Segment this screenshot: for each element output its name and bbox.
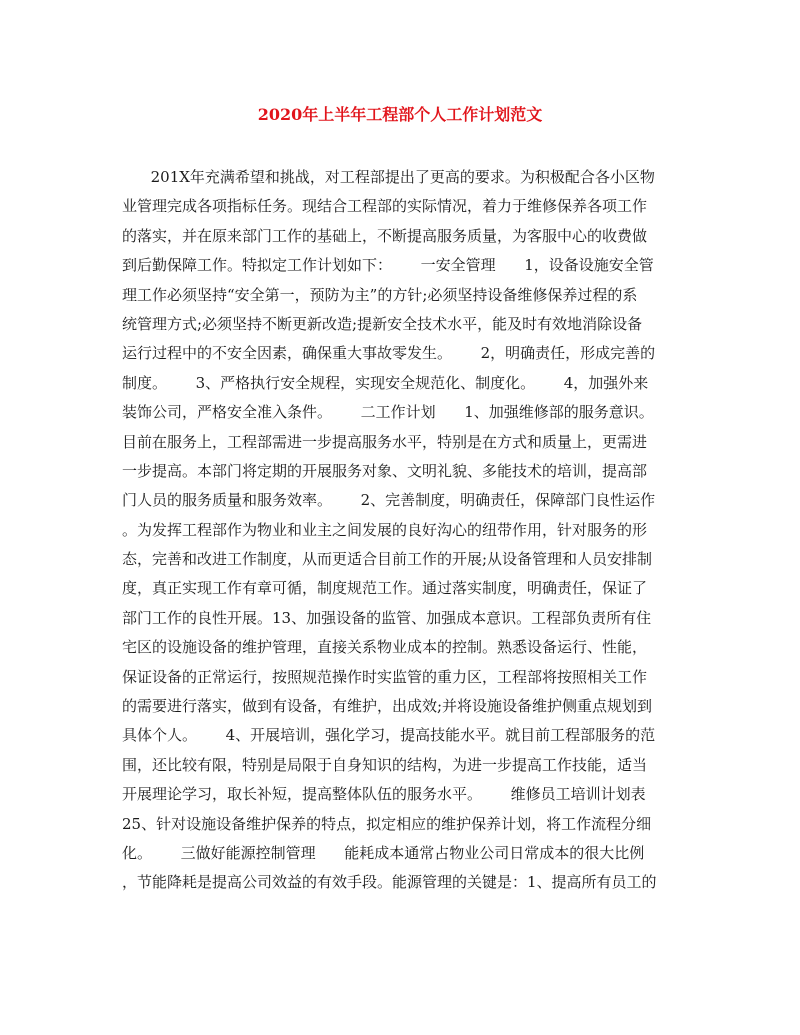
body-line: 的落实，并在原来部门工作的基础上，不断提高服务质量，为客服中心的收费做 <box>122 226 648 245</box>
body-line: 。为发挥工程部作为物业和业主之间发展的良好沟心的纽带作用，针对服务的形 <box>122 520 648 539</box>
body-line: 保证设备的正常运行，按照规范操作时实监管的重力区，工程部将按照相关工作 <box>122 667 648 686</box>
body-line: 到后勤保障工作。特拟定工作计划如下： 一安全管理 1，设备设施安全管 <box>122 256 654 275</box>
body-line: 目前在服务上，工程部需进一步提高服务水平，特别是在方式和质量上，更需进 <box>122 432 648 451</box>
body-line: 的需要进行落实，做到有设备，有维护，出成效;并将设施设备维护侧重点规划到 <box>122 697 653 716</box>
document-body <box>122 163 678 898</box>
body-line: 门人员的服务质量和服务效率。 2、完善制度，明确责任，保障部门良性运作 <box>122 491 656 510</box>
body-line: 围，还比较有限，特别是局限于自身知识的结构，为进一步提高工作技能，适当 <box>122 755 648 774</box>
body-line: 态，完善和改进工作制度，从而更适合目前工作的开展;从设备管理和人员安排制 <box>122 550 653 569</box>
body-line: ，节能降耗是提高公司效益的有效手段。能源管理的关键是：1、提高所有员工的 <box>122 873 657 892</box>
body-line: 宅区的设施设备的维护管理，直接关系物业成本的控制。熟悉设备运行、性能， <box>122 638 648 657</box>
body-line: 业管理完成各项指标任务。现结合工程部的实际情况，着力于维修保养各项工作 <box>122 197 648 216</box>
document-title: 2020年上半年工程部个人工作计划范文 <box>257 105 543 124</box>
body-line: 开展理论学习，取长补短，提高整体队伍的服务水平。 维修员工培训计划表 <box>122 785 646 804</box>
body-line: 运行过程中的不安全因素，确保重大事故零发生。 2，明确责任，形成完善的 <box>122 344 656 363</box>
body-line: 201X年充满希望和挑战，对工程部提出了更高的要求。为积极配合各小区物 <box>122 168 655 186</box>
body-line: 一步提高。本部门将定期的开展服务对象、文明礼貌、多能技术的培训，提高部 <box>122 461 648 480</box>
body-line: 度，真正实现工作有章可循，制度规范工作。通过落实制度，明确责任，保证了 <box>122 579 648 598</box>
body-line: 制度。 3、严格执行安全规程，实现安全规范化、制度化。 4，加强外来 <box>122 373 649 392</box>
body-line: 具体个人。 4、开展培训，强化学习，提高技能水平。就目前工程部服务的范 <box>122 726 656 745</box>
body-line: 理工作必须坚持“安全第一，预防为主”的方针;必须坚持设备维修保养过程的系 <box>122 285 638 304</box>
body-line: 25、针对设施设备维护保养的特点，拟定相应的维护保养计划，将工作流程分细 <box>122 814 652 833</box>
body-line: 化。 三做好能源控制管理 能耗成本通常占物业公司日常成本的很大比例 <box>122 843 645 862</box>
body-line: 统管理方式;必须坚持不断更新改造;提新安全技术水平，能及时有效地消除设备 <box>122 314 643 333</box>
body-line: 装饰公司，严格安全准入条件。 二工作计划 1、加强维修部的服务意识。 <box>122 403 654 422</box>
body-line: 部门工作的良性开展。13、加强设备的监管、加强成本意识。工程部负责所有住 <box>122 608 652 627</box>
